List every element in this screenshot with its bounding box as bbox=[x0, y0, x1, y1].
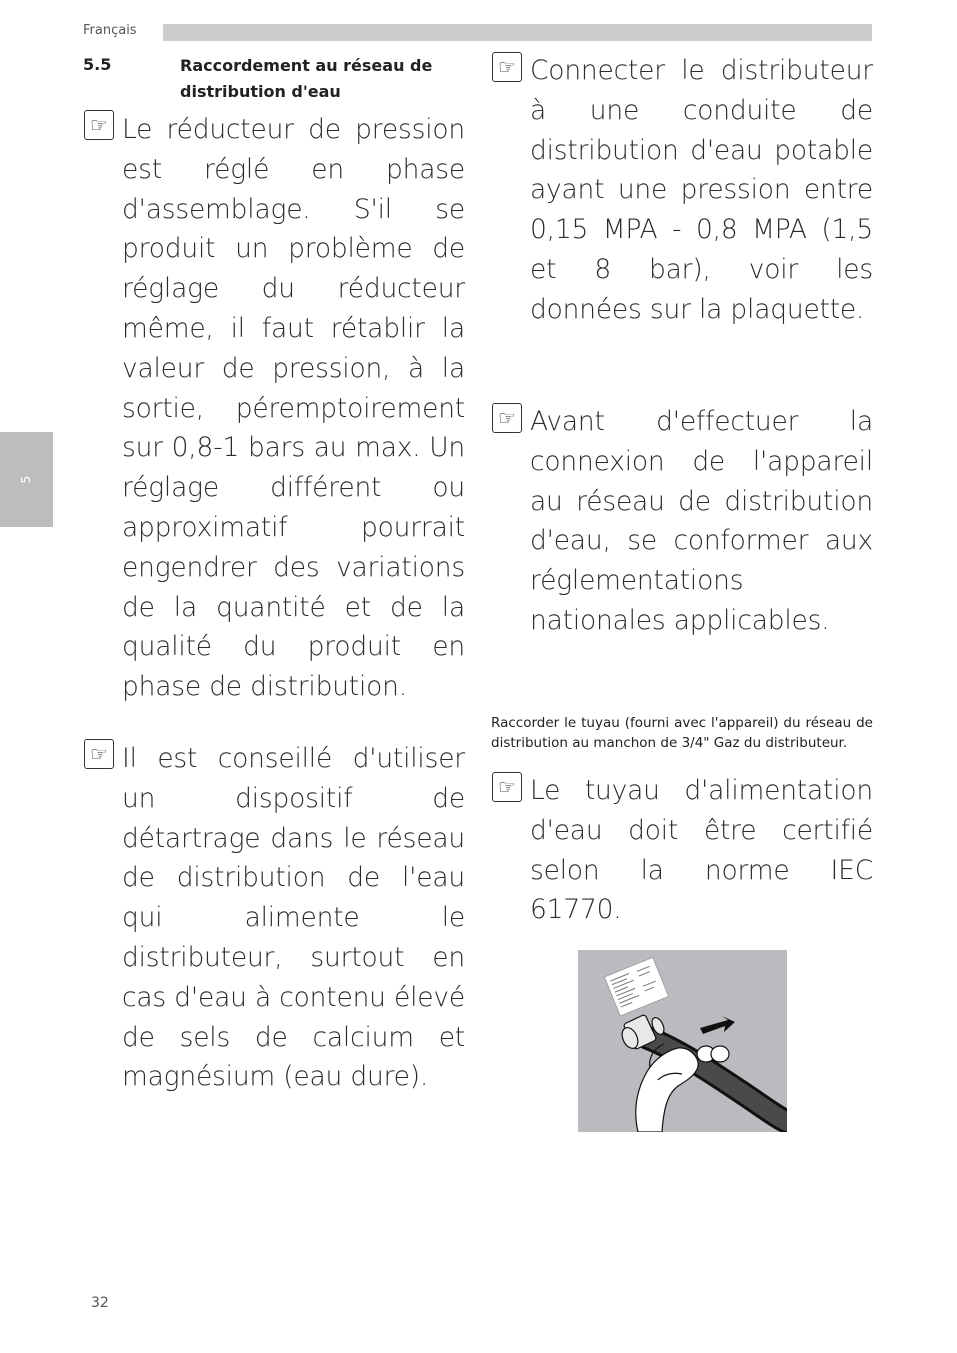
chapter-tab bbox=[0, 432, 53, 527]
hose-connection-drawing bbox=[578, 950, 787, 1132]
pointing-hand-icon: ☞ bbox=[492, 772, 522, 802]
pointing-hand-icon: ☞ bbox=[492, 403, 522, 433]
page-number: 32 bbox=[91, 1295, 109, 1311]
note-regulations: Avant d'effectuer la connexion de l'appareil au réseau de distribution d'eau, se conformer aux réglementations nationales applicables. bbox=[530, 406, 873, 636]
arrow-icon bbox=[700, 1016, 735, 1034]
pointing-hand-icon: ☞ bbox=[84, 739, 114, 769]
pointing-hand-icon: ☞ bbox=[492, 52, 522, 82]
section-title: Raccordement au réseau de distribution d'eau bbox=[180, 56, 433, 101]
note-reducer: Le réducteur de pression est réglé en phase d'assemblage. S'il se produit un problème de réglage du réducteur même, il faut rétablir la valeur de pression, à la sortie, péremptoirement sur 0,8-1 bars au max. Un réglage différent ou approximatif pourrait engendrer des variations de la quantité et de la qualité du produit en phase de distribution. bbox=[122, 114, 465, 703]
pointing-hand-icon: ☞ bbox=[84, 110, 114, 140]
header-bar bbox=[163, 24, 872, 41]
chapter-tab-label: 5 bbox=[19, 475, 33, 484]
hose-connection-illustration bbox=[578, 950, 787, 1132]
note-descaling: Il est conseillé d'utiliser un dispositif de détartrage dans le réseau de distribution de l'eau qui alimente le distributeur, surtout en cas d'eau à contenu élevé de sels de calcium et magnésium (eau dure). bbox=[122, 743, 465, 1093]
note-hose: Le tuyau d'alimentation d'eau doit être certifié selon la norme IEC 61770. bbox=[530, 775, 873, 926]
section-number: 5.5 bbox=[83, 55, 112, 74]
note-connect: Connecter le distributeur à une conduite de distribution d'eau potable ayant une pression entre 0,15 MPA - 0,8 MPA (1,5 et 8 bar), voir les données sur la plaquette. bbox=[530, 55, 873, 325]
rating-plate bbox=[605, 957, 669, 1015]
language-label: Français bbox=[83, 23, 137, 38]
figure-caption: Raccorder le tuyau (fourni avec l'appareil) du réseau de distribution au manchon de 3/4" Gaz du distributeur. bbox=[491, 715, 873, 751]
